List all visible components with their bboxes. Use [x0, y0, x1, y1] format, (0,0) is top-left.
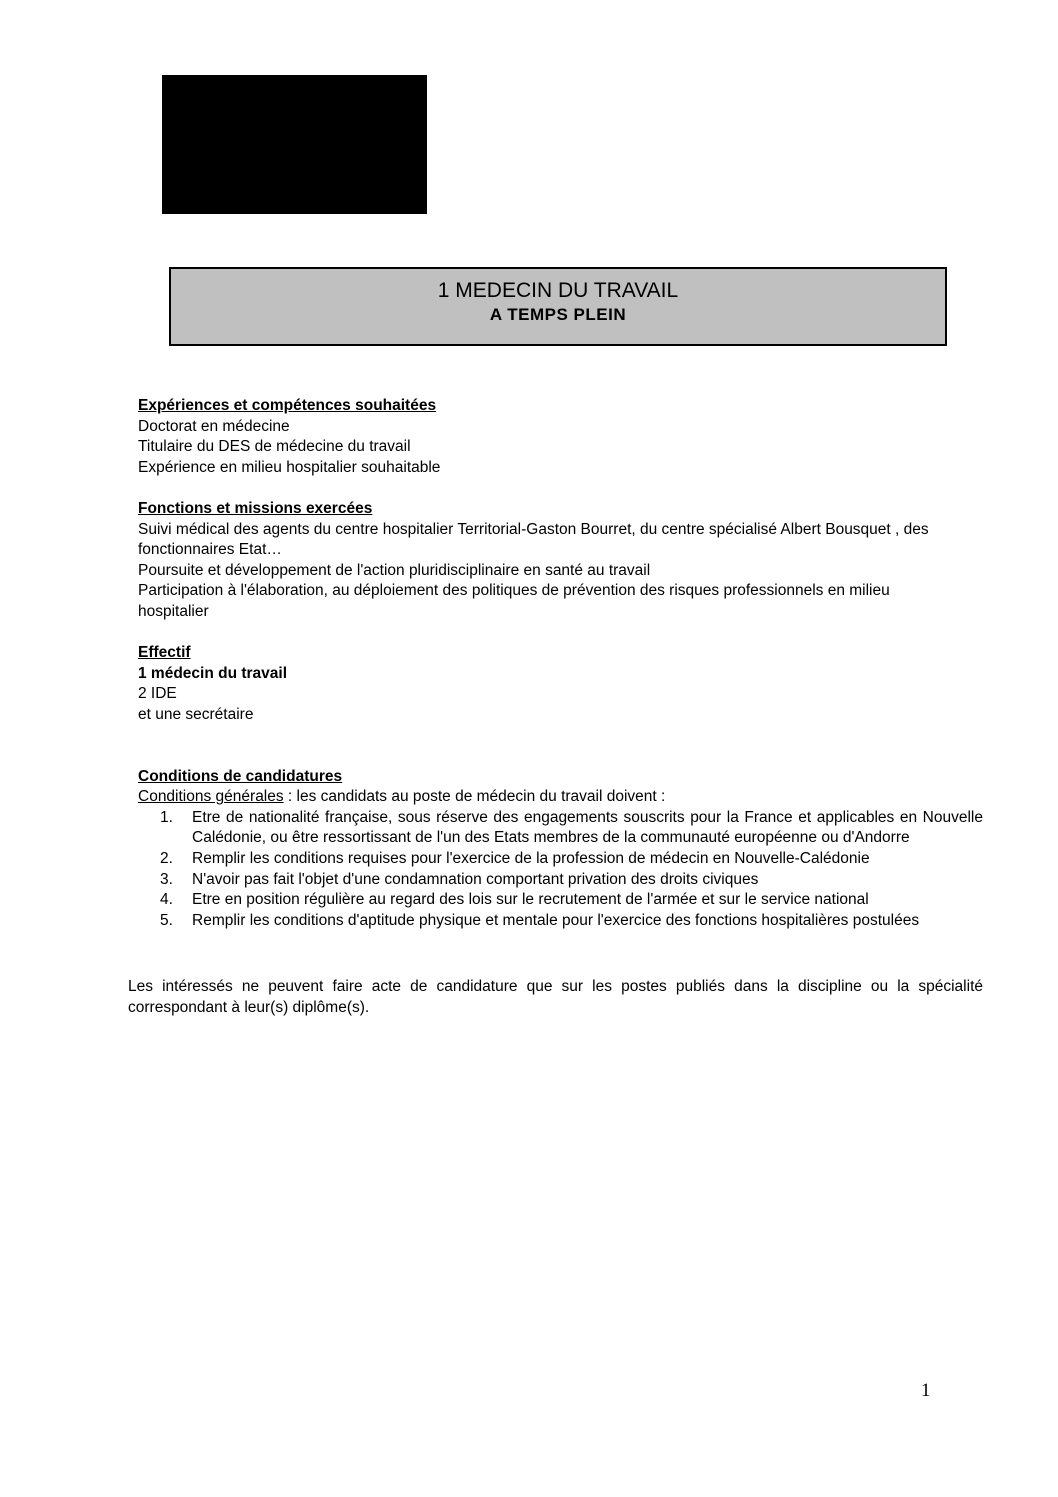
effectif-item: 2 IDE: [138, 685, 177, 703]
section-effectif: [138, 643, 958, 725]
condition-text: Remplir les conditions d'aptitude physique et mentale pour l'exercice des fonctions hospitalières postulées: [192, 911, 920, 929]
section-title-conditions: Conditions de candidatures: [138, 767, 343, 785]
job-subtitle: A TEMPS PLEIN: [489, 305, 627, 324]
redacted-logo-block: [162, 75, 427, 214]
conditions-general-intro: : les candidats au poste de médecin du travail doivent :: [283, 788, 666, 806]
experience-item: Doctorat en médecine: [138, 417, 290, 435]
document-body: [138, 396, 983, 931]
section-title-effectif: Effectif: [138, 644, 191, 662]
condition-item: [138, 849, 983, 870]
condition-text: Etre de nationalité française, sous réserve des engagements souscrits pour la France et applicables en Nouvelle Calédonie, ou être ressortissant de l'un des Etats membres de la communauté européenne ou d'Andorre: [192, 808, 983, 847]
section-conditions: [138, 767, 983, 932]
condition-text: N'avoir pas fait l'objet d'une condamnation comportant privation des droits civiques: [192, 870, 759, 888]
condition-item: [138, 911, 983, 932]
condition-number: 2.: [160, 850, 173, 868]
condition-item: [138, 890, 983, 911]
fonction-item: Poursuite et développement de l'action pluridisciplinaire en santé au travail: [138, 561, 651, 579]
condition-text: Remplir les conditions requises pour l'exercice de la profession de médecin en Nouvelle-Calédonie: [192, 850, 870, 868]
condition-item: [138, 808, 983, 849]
conditions-intro: [138, 787, 958, 808]
condition-number: 5.: [160, 911, 173, 929]
fonction-item: Participation à l'élaboration, au déploiement des politiques de prévention des risques professionnels en milieu hospitalier: [138, 582, 890, 620]
blank-line: [138, 746, 958, 767]
fonction-item: Suivi médical des agents du centre hospitalier Territorial-Gaston Bourret, du centre spécialisé Albert Bousquet , des fonctionnaires Etat…: [138, 520, 929, 559]
candidature-note: Les intéressés ne peuvent faire acte de candidature que sur les postes publiés dans la discipline ou la spécialité correspondant à leur(s) diplôme(s).: [128, 978, 983, 1016]
experience-item: Titulaire du DES de médecine du travail: [138, 438, 411, 456]
effectif-item-bold: 1 médecin du travail: [138, 664, 288, 682]
conditions-general-label: Conditions générales: [138, 788, 284, 806]
condition-number: 1.: [160, 808, 173, 826]
job-title-box: [169, 267, 947, 346]
page-number: 1: [921, 1380, 931, 1401]
job-title: 1 MEDECIN DU TRAVAIL: [437, 279, 679, 302]
experience-item: Expérience en milieu hospitalier souhaitable: [138, 458, 441, 476]
section-experiences: [138, 396, 958, 478]
section-title-experiences: Expériences et compétences souhaitées: [138, 397, 437, 414]
condition-item: [138, 870, 983, 891]
effectif-item: et une secrétaire: [138, 705, 254, 723]
condition-number: 4.: [160, 891, 173, 909]
section-fonctions: [138, 499, 958, 623]
section-title-fonctions: Fonctions et missions exercées: [138, 499, 373, 517]
conditions-list: [138, 808, 983, 932]
condition-text: Etre en position régulière au regard des lois sur le recrutement de l'armée et sur le service national: [192, 891, 869, 909]
condition-number: 3.: [160, 870, 173, 888]
